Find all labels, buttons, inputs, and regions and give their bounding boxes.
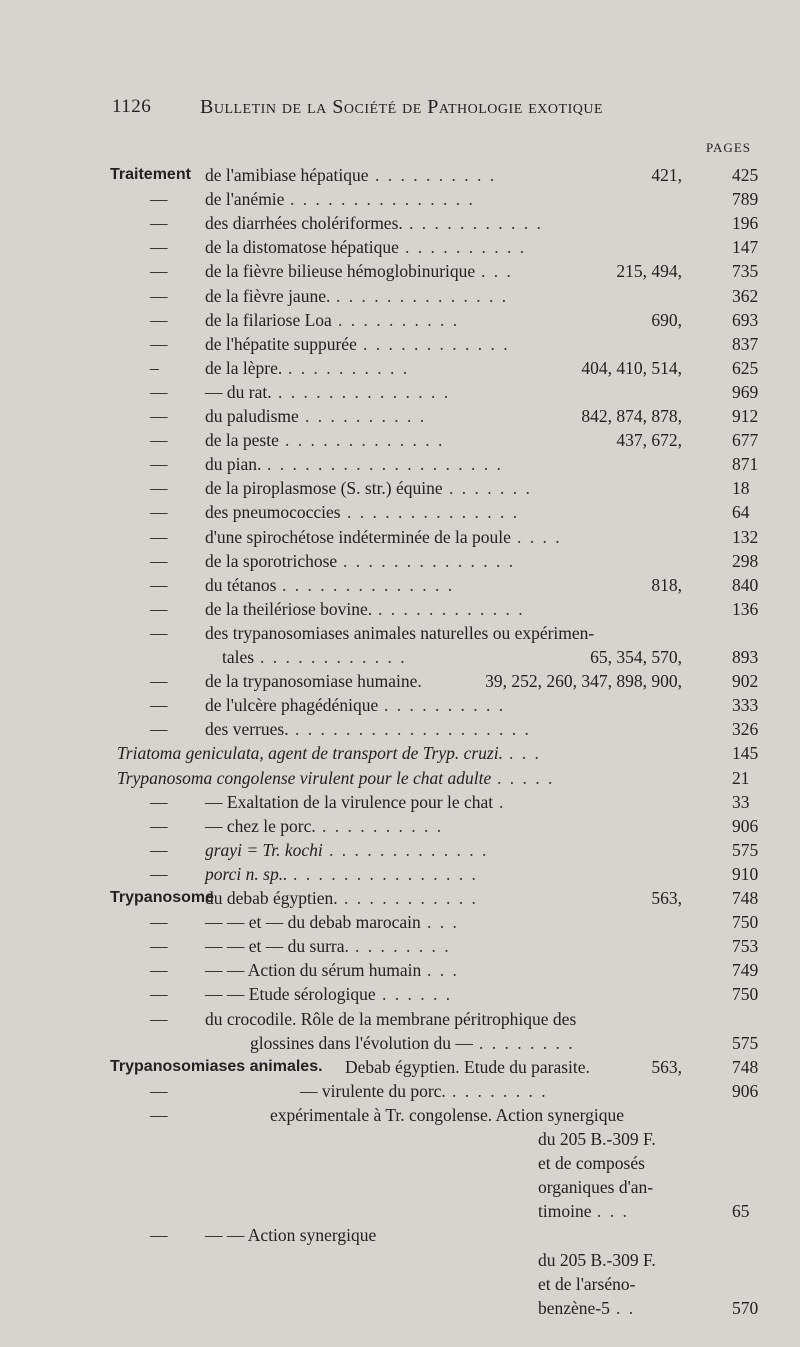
page-references: 421, [651, 165, 682, 185]
entry-heading: — [150, 406, 168, 426]
page-number-ref: 753 [732, 936, 759, 957]
entry-heading: – [150, 357, 159, 378]
index-line [0, 235, 800, 259]
entry-text: Triatoma geniculata, agent de transport de Tryp. cruzi. [117, 743, 503, 764]
leader-dots: . . . . . [497, 767, 555, 788]
page-number-ref: 298 [732, 550, 759, 571]
entry-text: de la filariose Loa [205, 309, 332, 330]
index-line [0, 573, 800, 597]
page-number-ref: 625 [732, 357, 759, 378]
index-line [0, 766, 800, 790]
entry-heading: — [150, 839, 168, 860]
entry-heading: Traitement [110, 166, 191, 183]
leader-dots: . . . . . . . . . . . . . . [278, 381, 451, 402]
entry-heading: — [150, 912, 168, 933]
leader-dots: . . . . . . . . . . . . [378, 598, 525, 619]
index-line [0, 452, 800, 476]
entry-text: de l'ulcère phagédénique [205, 695, 379, 716]
entry-heading: — [150, 622, 168, 643]
index-line [0, 982, 800, 1006]
index-line [0, 525, 800, 549]
index-line [0, 163, 800, 187]
page-number-ref: 893 [732, 647, 759, 667]
index-line [0, 1223, 800, 1247]
leader-dots: . . . . . . . . . . . . . . [343, 550, 516, 571]
page-number: 1126 [112, 96, 152, 117]
entry-text: — — Action du sérum humain [205, 960, 422, 981]
leader-dots: . . . . . . . . [479, 1032, 575, 1053]
entry-text: des trypanosomiases animales naturelles ou expérimen- [205, 622, 595, 643]
entry-heading: — [150, 237, 168, 258]
page-number-ref: 748 [732, 888, 759, 908]
index-line [0, 308, 800, 332]
page-number-ref: 145 [732, 743, 759, 764]
index-line [0, 790, 800, 814]
index-line [0, 380, 800, 404]
page-number-ref: 912 [732, 406, 759, 426]
index-line [0, 1127, 800, 1151]
entry-text: — — et — du surra. [205, 936, 349, 957]
entry-heading: — [150, 261, 168, 282]
entry-heading: — [150, 309, 168, 330]
leader-dots: . . . . . . . [449, 478, 532, 499]
entry-text: grayi = Tr. kochi [205, 839, 323, 860]
page-number-ref: 425 [732, 165, 759, 185]
index-line [0, 958, 800, 982]
leader-dots: . . . . . . . . [355, 936, 451, 957]
leader-dots: . . . . . . . . [452, 1080, 548, 1101]
entry-text: du tétanos [205, 574, 277, 595]
entry-text: — virulente du porc. [300, 1080, 446, 1101]
leader-dots: . . . . . . . . . . [305, 406, 427, 426]
entry-heading: — [150, 333, 168, 354]
entry-text: d'une spirochétose indéterminée de la poule [205, 526, 511, 547]
index-line [0, 1272, 800, 1296]
page-number-ref: 570 [732, 1297, 759, 1318]
page-references: 404, 410, 514, [581, 357, 682, 378]
entry-text: de l'hépatite suppurée [205, 333, 357, 354]
index-line [0, 187, 800, 211]
entry-text: de l'anémie [205, 189, 285, 210]
entry-text: de la piroplasmose (S. str.) équine [205, 478, 443, 499]
leader-dots: . . . . . . . . . . [338, 309, 460, 330]
entry-heading: — [150, 1104, 168, 1125]
entry-text: de l'amibiase hépatique [205, 165, 369, 185]
entry-text: porci n. sp.. [205, 863, 288, 884]
entry-text: des diarrhées cholériformes. [205, 213, 403, 234]
index-line [0, 1175, 800, 1199]
index-line [0, 1031, 800, 1055]
entry-text: organiques d'an- [538, 1177, 654, 1198]
index-line [0, 1248, 800, 1272]
index-line [0, 814, 800, 838]
leader-dots: . . . . . . [382, 984, 453, 1005]
page-references: 690, [651, 309, 682, 330]
leader-dots: . . . . . . . . . . [322, 815, 444, 836]
entry-text: du debab égyptien. [205, 888, 338, 908]
page-number-ref: 693 [732, 309, 759, 330]
entry-text: — — Action synergique [205, 1225, 377, 1246]
page-references: 39, 252, 260, 347, 898, 900, [485, 671, 682, 692]
page-number-ref: 33 [732, 791, 750, 812]
entry-heading: — [150, 189, 168, 210]
entry-heading: — [150, 550, 168, 571]
page-references: 818, [651, 574, 682, 595]
index-line [0, 645, 800, 669]
entry-text: Trypanosoma congolense virulent pour le chat adulte [117, 767, 492, 788]
entry-text: du crocodile. Rôle de la membrane péritrophique des [205, 1008, 577, 1029]
page-number-ref: 906 [732, 815, 759, 836]
entry-text: timoine [538, 1201, 592, 1222]
entry-heading: Trypanosome [110, 889, 215, 906]
leader-dots: . . . [509, 743, 541, 764]
page-number-ref: 837 [732, 333, 759, 354]
entry-text: du 205 B.-309 F. [538, 1129, 656, 1149]
leader-dots: . . . . . . . . . . [405, 237, 527, 258]
index-line [0, 1007, 800, 1031]
entry-text: du 205 B.-309 F. [538, 1249, 656, 1270]
index-line [0, 1296, 800, 1320]
entry-text: des verrues. [205, 719, 289, 740]
page-number-ref: 362 [732, 285, 759, 306]
page-number-ref: 969 [732, 381, 759, 402]
entry-text: du pian. [205, 454, 262, 475]
index-line [0, 934, 800, 958]
index-line [0, 669, 800, 693]
entry-heading: — [150, 454, 168, 475]
page-number-ref: 136 [732, 598, 759, 619]
entry-text: — Exaltation de la virulence pour le chat [205, 791, 494, 812]
index-line [0, 693, 800, 717]
leader-dots: . . . . [517, 526, 562, 547]
entry-heading: — [150, 598, 168, 619]
leader-dots: . . . . . . . . . . . . . . [347, 502, 520, 523]
leader-dots: . . . . . . . . . . . [409, 213, 543, 234]
entry-heading: — [150, 574, 168, 595]
entry-heading: — [150, 502, 168, 523]
entry-heading: — [150, 719, 168, 740]
entry-heading: — [150, 984, 168, 1005]
leader-dots: . . [616, 1297, 636, 1318]
leader-dots: . . . . . . . . . . . . . [285, 430, 445, 451]
entry-heading: — [150, 213, 168, 234]
entry-heading: — [150, 936, 168, 957]
index-line [0, 886, 800, 910]
entry-heading: — [150, 863, 168, 884]
index-line [0, 404, 800, 428]
page-number-ref: 677 [732, 430, 759, 451]
entry-text: de la sporotrichose [205, 550, 338, 571]
leader-dots: . . . [597, 1201, 629, 1222]
index-line [0, 284, 800, 308]
page-number-ref: 910 [732, 863, 759, 884]
index-line [0, 1151, 800, 1175]
entry-heading: — [150, 1080, 168, 1101]
entry-text: de la fièvre bilieuse hémoglobinurique [205, 261, 476, 282]
entry-heading: — [150, 381, 168, 402]
page-number-ref: 575 [732, 1032, 759, 1053]
page-number-ref: 132 [732, 526, 759, 547]
page-references: 563, [651, 888, 682, 908]
index-line [0, 621, 800, 645]
page-number-ref: 147 [732, 237, 759, 258]
entry-text: glossines dans l'évolution du — [250, 1032, 473, 1053]
entry-heading: Trypanosomiases animales. [110, 1057, 323, 1075]
leader-dots: . . . . . . . . . . . . . . . [293, 863, 478, 884]
page-number-ref: 749 [732, 960, 759, 981]
entry-text: de la theilériose bovine. [205, 598, 373, 619]
entry-text: et de l'arséno- [538, 1273, 636, 1294]
entry-text: de la trypanosomiase humaine. [205, 671, 422, 692]
page-number-ref: 65 [732, 1201, 750, 1222]
leader-dots: . . . . . . . . . . . . . . [282, 574, 455, 595]
leader-dots: . . . . . . . . . . [288, 357, 410, 378]
leader-dots: . [499, 791, 506, 812]
page-number-ref: 906 [732, 1080, 759, 1101]
leader-dots: . . . . . . . . . . . . . . . . . . . [295, 719, 531, 740]
entry-text: — — et — du debab marocain [205, 912, 421, 933]
leader-dots: . . . . . . . . . . . . . . . . . . . [267, 454, 503, 475]
entry-text: expérimentale à Tr. congolense. Action synergique [270, 1104, 624, 1125]
entry-heading: — [150, 430, 168, 451]
page-number-ref: 789 [732, 189, 759, 210]
page-number-ref: 902 [732, 671, 759, 692]
index-line [0, 211, 800, 235]
entry-heading: — [150, 478, 168, 499]
entry-text: de la fièvre jaune. [205, 285, 331, 306]
page-number-ref: 840 [732, 574, 759, 595]
leader-dots: . . . . . . . . . . [384, 695, 506, 716]
page-references: 563, [651, 1056, 682, 1077]
entry-text: — chez le porc. [205, 815, 316, 836]
leader-dots: . . . . . . . . . . [375, 165, 497, 185]
page-number-ref: 21 [732, 767, 750, 788]
entry-text: des pneumococcies [205, 502, 341, 523]
index-line [0, 1055, 800, 1079]
entry-text: de la lèpre. [205, 357, 283, 378]
index-line [0, 1079, 800, 1103]
entry-heading: — [150, 1225, 168, 1246]
page-number-ref: 748 [732, 1056, 759, 1077]
entry-heading: — [150, 526, 168, 547]
index-line [0, 910, 800, 934]
entry-heading: — [150, 695, 168, 716]
leader-dots: . . . . . . . . . . . . [363, 333, 510, 354]
leader-dots: . . . . . . . . . . . [344, 888, 478, 908]
index-line [0, 717, 800, 741]
entry-text: Debab égyptien. Etude du parasite. [345, 1056, 590, 1077]
leader-dots: . . . [427, 960, 459, 981]
index-line [0, 500, 800, 524]
index-line [0, 259, 800, 283]
page-number-ref: 326 [732, 719, 759, 740]
running-title: Bulletin de la Société de Pathologie exotique [200, 96, 604, 118]
entry-text: et de composés [538, 1153, 645, 1174]
leader-dots: . . . . . . . . . . . . . . . [290, 189, 475, 210]
page-number-ref: 575 [732, 839, 759, 860]
index-line [0, 838, 800, 862]
index-line [0, 862, 800, 886]
index-line [0, 428, 800, 452]
entry-heading: — [150, 791, 168, 812]
page-number-ref: 64 [732, 502, 750, 523]
page-number-ref: 735 [732, 261, 759, 282]
entry-heading: — [150, 671, 168, 692]
leader-dots: . . . . . . . . . . . . . [329, 839, 489, 860]
entry-text: de la peste [205, 430, 279, 451]
entry-text: du paludisme [205, 406, 299, 426]
page-number-ref: 333 [732, 695, 759, 716]
leader-dots: . . . [481, 261, 513, 282]
index-line [0, 1103, 800, 1127]
entry-text: de la distomatose hépatique [205, 237, 399, 258]
page-references: 65, 354, 570, [590, 647, 682, 667]
pages-column-label: PAGES [706, 140, 751, 155]
leader-dots: . . . [427, 912, 459, 933]
index-line [0, 332, 800, 356]
page-references: 215, 494, [616, 261, 682, 282]
leader-dots: . . . . . . . . . . . . . . [336, 285, 509, 306]
page-number-ref: 750 [732, 984, 759, 1005]
entry-text: benzène-5 [538, 1297, 610, 1318]
page-references: 842, 874, 878, [581, 406, 682, 426]
index-line [0, 597, 800, 621]
page-number-ref: 871 [732, 454, 759, 475]
page-number-ref: 196 [732, 213, 759, 234]
page-number-ref: 750 [732, 912, 759, 933]
index-line [0, 476, 800, 500]
entry-heading: — [150, 1008, 168, 1029]
entry-heading: — [150, 960, 168, 981]
page-number-ref: 18 [732, 478, 750, 499]
entry-text: — — Etude sérologique [205, 984, 376, 1005]
index-line [0, 741, 800, 765]
index-line [0, 1199, 800, 1223]
entry-text: tales [222, 647, 255, 667]
entry-heading: — [150, 285, 168, 306]
entry-text: — du rat. [205, 381, 272, 402]
page-references: 437, 672, [616, 430, 682, 451]
entry-heading: — [150, 815, 168, 836]
leader-dots: . . . . . . . . . . . . [260, 647, 407, 667]
index-line [0, 356, 800, 380]
index-line [0, 549, 800, 573]
